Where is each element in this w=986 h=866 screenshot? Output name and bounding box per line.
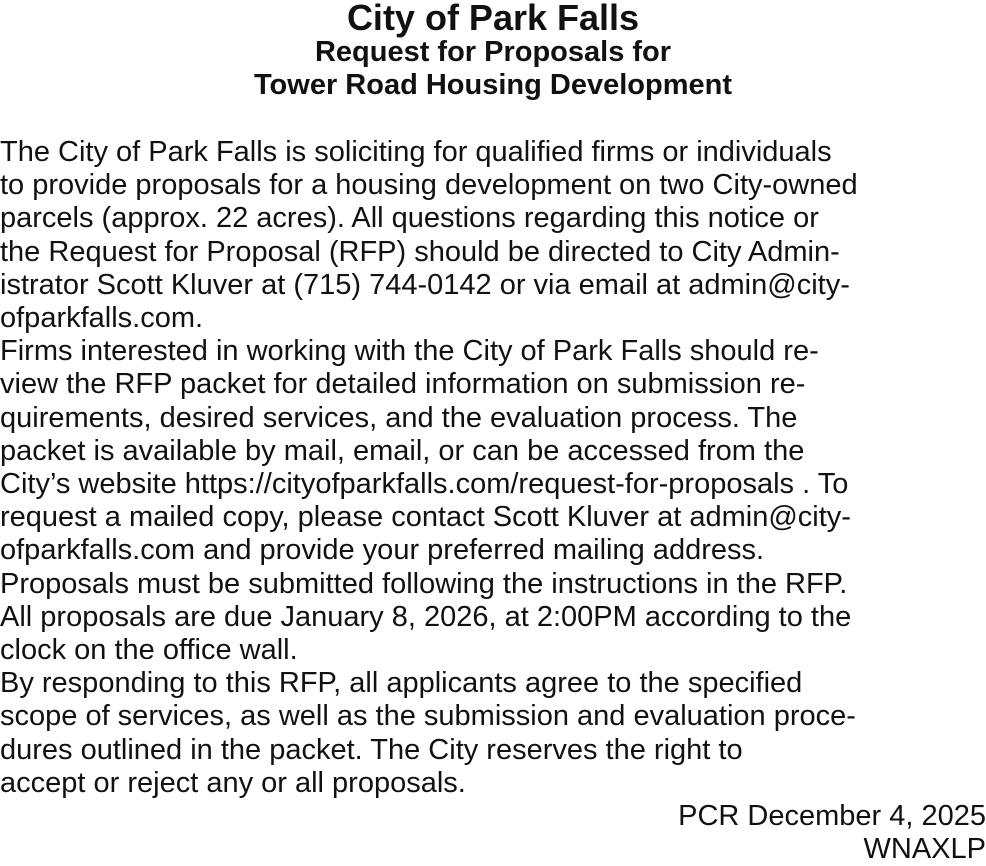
body-line: dures outlined in the packet. The City reserves the right to <box>0 733 743 766</box>
body-line: Proposals must be submitted following the instructions in the RFP. <box>0 567 848 600</box>
body-line: City’s website https://cityofparkfalls.com/request-for-proposals . To <box>0 468 849 501</box>
body-line: ofparkfalls.com and provide your preferred mailing address. <box>0 534 765 567</box>
body-line: All proposals are due January 8, 2026, at 2:00PM according to the <box>0 600 852 633</box>
body-line: scope of services, as well as the submission and evaluation proce- <box>0 700 856 733</box>
publication-line: PCR December 4, 2025 <box>678 800 986 832</box>
notice-title: City of Park Falls <box>346 0 640 38</box>
body-line: ofparkfalls.com. <box>0 302 204 335</box>
notice-code: WNAXLP <box>863 833 986 865</box>
body-line: view the RFP packet for detailed information on submission re- <box>0 368 806 401</box>
body-line: parcels (approx. 22 acres). All questions regarding this notice or <box>0 202 819 235</box>
body-line: clock on the office wall. <box>0 634 298 667</box>
body-line: request a mailed copy, please contact Scott Kluver at admin@city- <box>0 501 851 534</box>
body-line: The City of Park Falls is soliciting for qualified firms or individuals <box>0 136 832 168</box>
body-line: the Request for Proposal (RFP) should be directed to City Admin- <box>0 235 840 268</box>
notice-subtitle-line-1: Request for Proposals for <box>314 36 672 68</box>
body-line: accept or reject any or all proposals. <box>0 766 466 799</box>
body-line: Firms interested in working with the City of Park Falls should re- <box>0 335 819 368</box>
body-line: istrator Scott Kluver at (715) 744-0142 or via email at admin@city- <box>0 268 850 301</box>
notice-footer <box>678 800 986 866</box>
body-line: By responding to this RFP, all applicants agree to the specified <box>0 667 803 700</box>
body-line: packet is available by mail, email, or can be accessed from the <box>0 434 805 467</box>
notice-body <box>0 136 986 800</box>
body-line: to provide proposals for a housing development on two City-owned <box>0 169 858 202</box>
body-line: quirements, desired services, and the evaluation process. The <box>0 401 798 434</box>
notice-subtitle-line-2: Tower Road Housing Development <box>253 69 732 101</box>
